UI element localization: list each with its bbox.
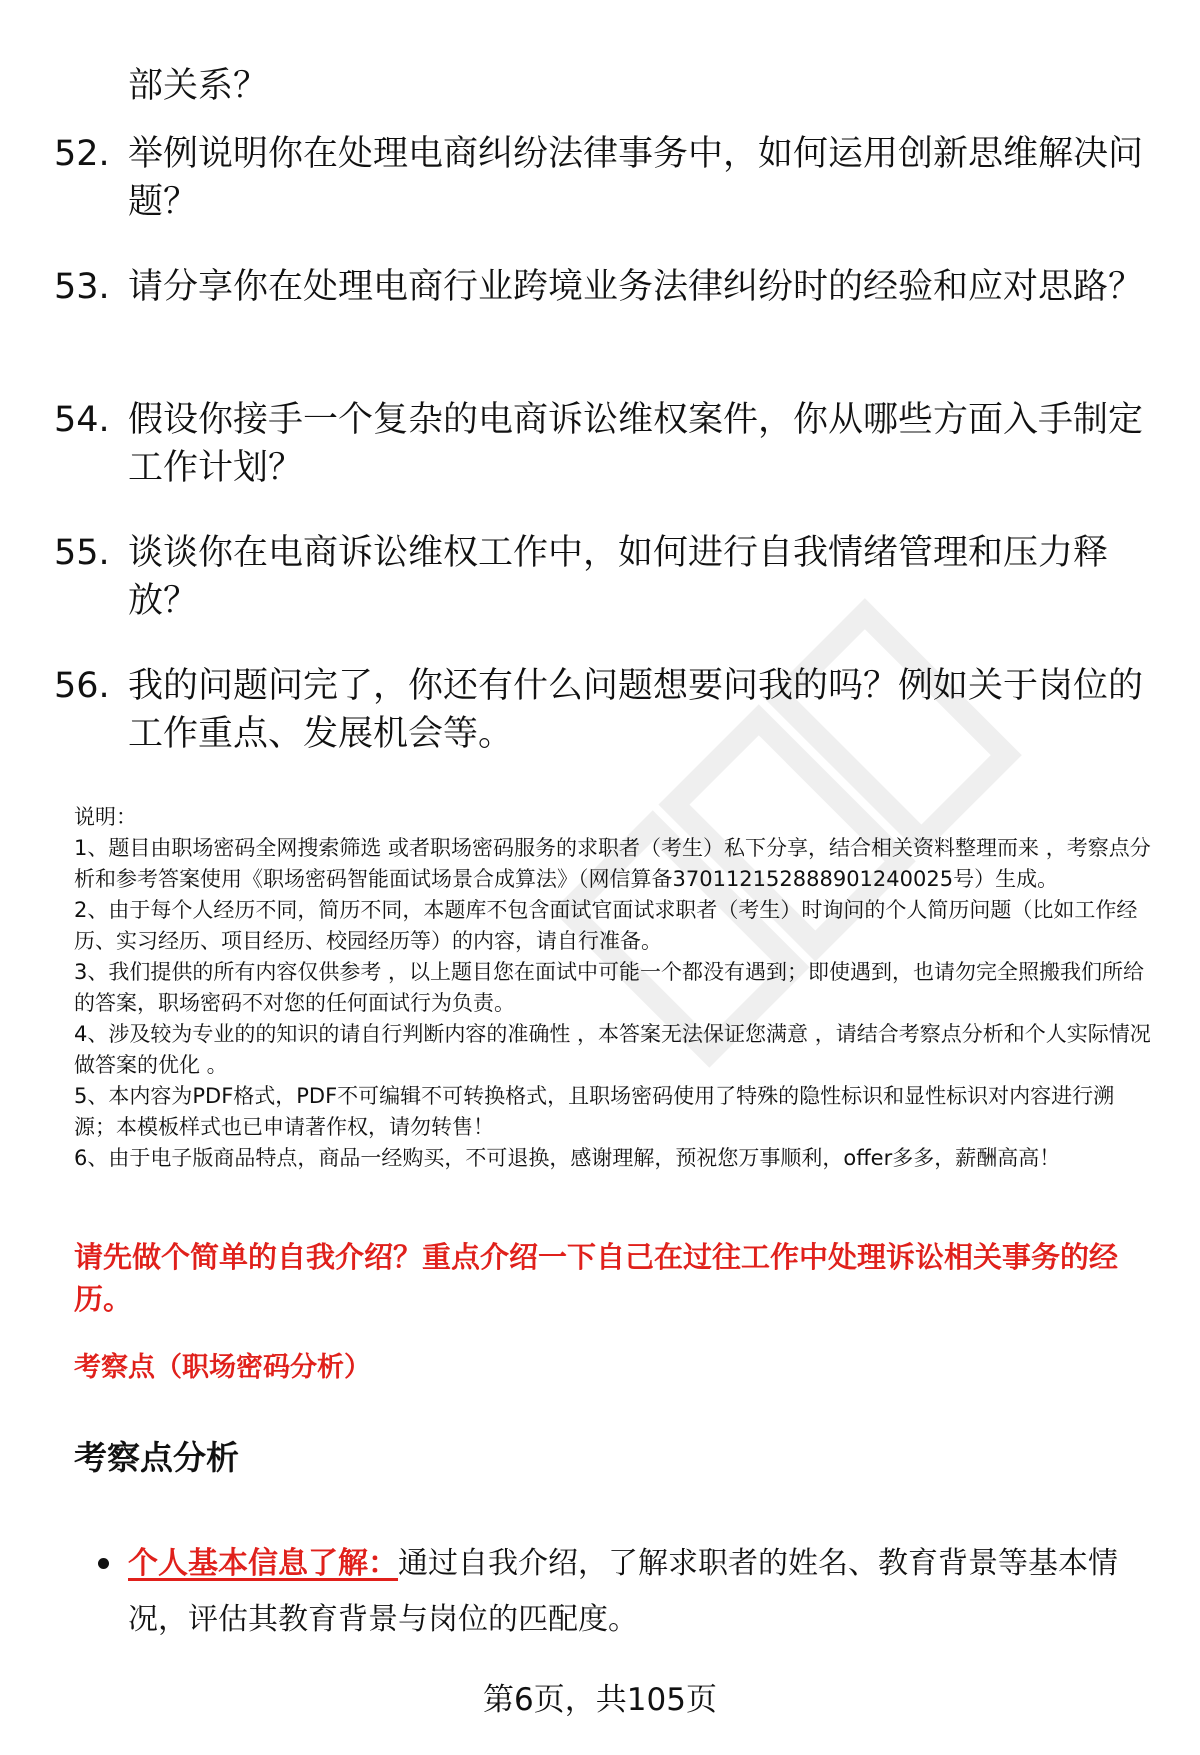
question-number: 52. [54,134,110,174]
bullet-text: 通过自我介绍，了解求职者的姓名、教育背景等基本情况，评估其教育背景与岗位的匹配度。 [128,1546,1118,1637]
question-text: 举例说明你在处理电商纠纷法律事务中，如何运用创新思维解决问题？ [128,134,1144,222]
question-text: 我的问题问完了，你还有什么问题想要问我的吗？例如关于岗位的工作重点、发展机会等。 [128,666,1144,754]
note-item: 6、由于电子版商品特点，商品一经购买，不可退换，感谢理解，预祝您万事顺利，offer多多，薪酬高高！ [74,1146,1061,1170]
note-item: 4、涉及较为专业的的知识的请自行判断内容的准确性 ，本答案无法保证您满意 ，请结合考察点分析和个人实际情况做答案的优化 。 [74,1022,1151,1077]
question-number: 54. [54,400,110,440]
bullet-dot-icon [98,1558,109,1569]
question-text: 谈谈你在电商诉讼维权工作中，如何进行自我情绪管理和压力释放？ [128,533,1109,621]
interview-question-heading: 请先做个简单的自我介绍？重点介绍一下自己在过往工作中处理诉讼相关事务的经历。 [74,1240,1119,1316]
page-footer: 第6页，共105页 [483,1682,717,1718]
analysis-subheading: 考察点（职场密码分析） [74,1352,371,1383]
note-item: 2、由于每个人经历不同，简历不同，本题库不包含面试官面试求职者（考生）时询问的个人简历问题（比如工作经历、实习经历、项目经历、校园经历等）的内容，请自行准备。 [74,898,1138,953]
question-number: 53. [54,267,110,307]
note-item: 5、本内容为PDF格式，PDF不可编辑不可转换格式，且职场密码使用了特殊的隐性标识和显性标识对内容进行溯源；本模板样式也已申请著作权，请勿转售！ [74,1084,1115,1139]
note-item: 1、题目由职场密码全网搜索筛选 或者职场密码服务的求职者（考生）私下分享，结合相关资料整理而来 ，考察点分析和参考答案使用《职场密码智能面试场景合成算法》（网信算备370112152888901240025号）生成。 [74,836,1151,891]
question-number: 56. [54,666,110,706]
question-text: 请分享你在处理电商行业跨境业务法律纠纷时的经验和应对思路？ [128,267,1144,307]
question-continuation: 部关系？ [128,66,269,106]
note-item: 3、我们提供的所有内容仅供参考 ，以上题目您在面试中可能一个都没有遇到；即使遇到，也请勿完全照搬我们所给的答案，职场密码不对您的任何面试行为负责。 [74,960,1145,1015]
bullet-label: 个人基本信息了解： [128,1546,398,1581]
notes-section [74,802,1154,1174]
question-number: 55. [54,533,110,573]
notes-heading: 说明： [74,805,137,829]
section-title: 考察点分析 [74,1438,239,1477]
question-text: 假设你接手一个复杂的电商诉讼维权案件，你从哪些方面入手制定工作计划？ [128,400,1144,488]
bullet-body [128,1536,1138,1648]
